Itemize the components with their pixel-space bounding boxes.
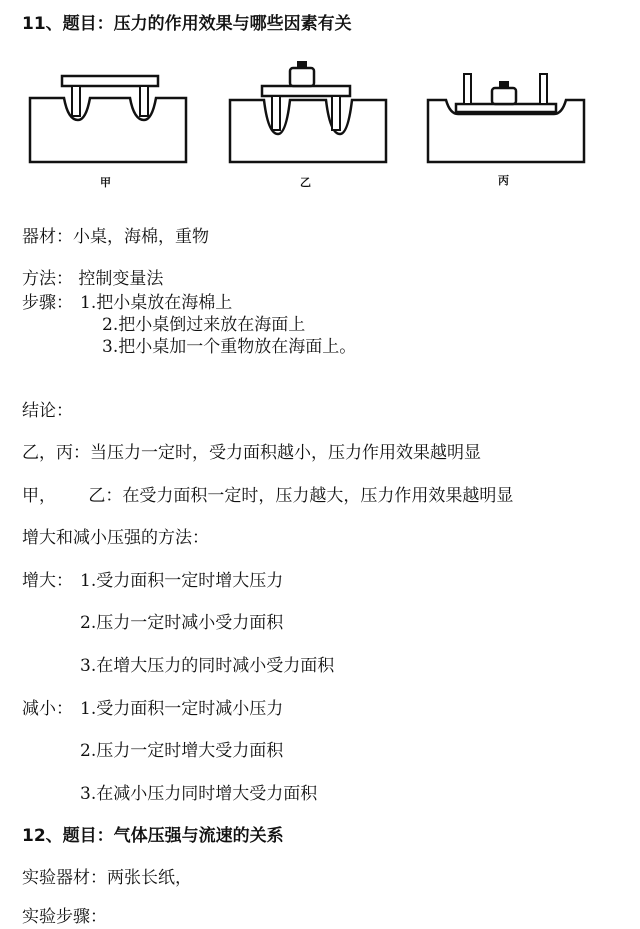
table-top <box>62 76 158 86</box>
step-2: 2.把小桌倒过来放在海面上 <box>102 315 306 335</box>
decrease-label: 减小： <box>22 699 73 719</box>
increase-item-2: 2.压力一定时减小受力面积 <box>80 613 284 633</box>
table-leg-left <box>72 86 80 116</box>
sponge-shape <box>230 100 386 162</box>
conclusion-1: 乙，丙：当压力一定时，受力面积越小，压力作用效果越明显 <box>22 443 481 463</box>
conclusion-label: 结论： <box>22 401 73 421</box>
increase-item-3: 3.在增大压力的同时减小受力面积 <box>80 656 335 676</box>
section-12-materials: 实验器材：两张长纸， <box>22 868 192 888</box>
table-leg-left <box>272 96 280 130</box>
steps-label: 步骤： <box>22 293 73 313</box>
method-line: 方法： 控制变量法 <box>22 269 164 289</box>
table-leg-right <box>332 96 340 130</box>
step-1: 1.把小桌放在海棉上 <box>80 293 233 313</box>
figure-bing <box>426 70 586 168</box>
decrease-item-3: 3.在减小压力同时增大受力面积 <box>80 784 318 804</box>
increase-item-1: 1.受力面积一定时增大压力 <box>80 571 284 591</box>
materials-line: 器材：小桌，海棉，重物 <box>22 227 209 247</box>
figure-yi <box>228 58 388 170</box>
weight-knob <box>297 61 307 69</box>
section-12-title: 12、题目：气体压强与流速的关系 <box>22 826 284 846</box>
table-leg-right <box>140 86 148 116</box>
weight-block <box>290 68 314 86</box>
sponge-shape <box>30 98 186 162</box>
figure-label-bing: 丙 <box>498 174 509 187</box>
table-leg-left <box>464 74 471 104</box>
methods-title: 增大和减小压强的方法： <box>22 528 209 548</box>
weight-block <box>492 88 516 104</box>
section-11-title: 11、题目：压力的作用效果与哪些因素有关 <box>22 14 352 34</box>
figure-label-yi: 乙 <box>300 176 311 189</box>
table-leg-right <box>540 74 547 104</box>
increase-label: 增大： <box>22 571 73 591</box>
figure-label-jia: 甲 <box>100 176 111 189</box>
decrease-item-2: 2.压力一定时增大受力面积 <box>80 741 284 761</box>
decrease-item-1: 1.受力面积一定时减小压力 <box>80 699 284 719</box>
weight-knob <box>499 81 509 89</box>
conclusion-2: 甲， 乙：在受力面积一定时，压力越大，压力作用效果越明显 <box>22 486 514 506</box>
section-12-steps-label: 实验步骤： <box>22 907 107 927</box>
figure-jia <box>28 70 188 170</box>
step-3: 3.把小桌加一个重物放在海面上。 <box>102 337 357 357</box>
table-top <box>262 86 350 96</box>
